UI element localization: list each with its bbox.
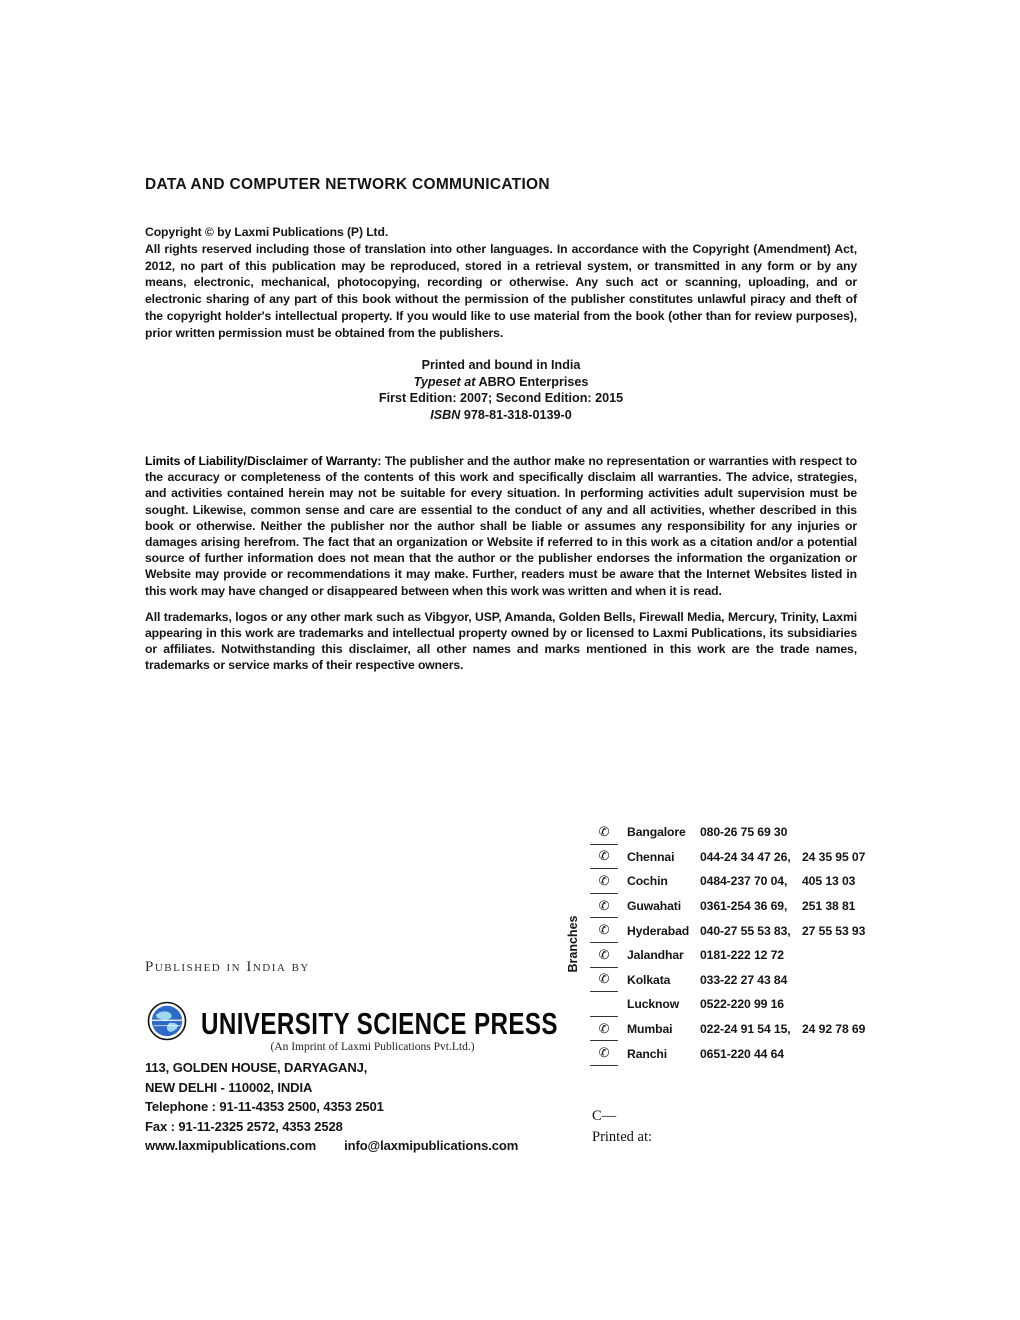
publisher-imprint: (An Imprint of Laxmi Publications Pvt.Ltd.) (270, 1041, 475, 1053)
phone-icon: ✆ (590, 918, 618, 943)
branch-phone-alt: 405 13 03 (802, 874, 856, 889)
phone-icon: ✆ (590, 1041, 618, 1066)
published-by-line: Published in India by (145, 959, 310, 975)
branch-phone-alt: 251 38 81 (802, 899, 856, 914)
telephone-line: Telephone : 91-11-4353 2500, 4353 2501 (145, 1099, 384, 1115)
branch-city: Jalandhar (627, 948, 684, 963)
branch-phone: 040-27 55 53 83, (700, 923, 791, 938)
isbn-number: 978-81-318-0139-0 (460, 407, 572, 422)
address-line-2: NEW DELHI - 110002, INDIA (145, 1079, 313, 1095)
branch-city: Guwahati (627, 899, 682, 914)
branch-phone: 080-26 75 69 30 (700, 825, 788, 840)
globe-logo-icon (147, 1001, 187, 1046)
fax-line: Fax : 91-11-2325 2572, 4353 2528 (145, 1118, 343, 1134)
copyright-line: Copyright © by Laxmi Publications (P) Ltd. (145, 225, 389, 239)
branch-city: Chennai (627, 849, 675, 864)
typeset-line (145, 374, 857, 391)
branch-city: Cochin (627, 874, 668, 889)
printed-at-label: Printed at: (592, 1129, 653, 1145)
branch-row (590, 968, 865, 993)
branch-row (590, 845, 865, 870)
phone-icon: ✆ (590, 894, 618, 919)
branch-phone: 0484-237 70 04, (700, 874, 788, 889)
contact-line (145, 1136, 518, 1156)
branch-phone-alt: 24 92 78 69 (802, 1022, 866, 1037)
branch-city: Ranchi (627, 1046, 668, 1061)
branch-city: Kolkata (627, 972, 671, 987)
typeset-at-label: Typeset at (413, 374, 476, 389)
branch-city: Lucknow (627, 997, 680, 1012)
copyright-body: All rights reserved including those of translation into other languages. In accordance with the Copyright (Amendment) Act, 2012, no part of this publication may be reproduced, stored in a retrieval system, or transmitted in any form or by any means, electronic, mechanical, photocopying, recording or otherwise. Any such act or scanning, uploading, and or electronic sharing of any part of this book without the permission of the publisher constitutes unlawful piracy and theft of the copyright holder's intellectual property. If you would like to use material from the book (other than for review purposes), prior written permission must be obtained from the publishers. (145, 241, 857, 340)
phone-icon: ✆ (590, 845, 618, 870)
branch-row (590, 918, 865, 943)
branch-city: Bangalore (627, 825, 686, 840)
branch-phone: 0651-220 44 64 (700, 1046, 784, 1061)
branch-row (590, 820, 865, 845)
isbn-label: ISBN (430, 407, 461, 422)
publisher-name: UNIVERSITY SCIENCE PRESS (201, 1005, 558, 1041)
printed-in-india-line: Printed and bound in India (421, 358, 581, 372)
trademark-notice: All trademarks, logos or any other mark such as Vibgyor, USP, Amanda, Golden Bells, Firewall Media, Mercury, Trinity, Laxmi appearing in this work are trademarks and intellectual property owned by or licensed to Laxmi Publications, its subsidiaries or affiliates. Notwithstanding this disclaimer, all other names and marks mentioned in this work are the trade names, trademarks or service marks of their respective owners. (145, 609, 857, 673)
branch-phone: 0181-222 12 72 (700, 948, 784, 963)
disclaimer-paragraph (145, 453, 857, 599)
disclaimer-body: The publisher and the author make no representation or warranties with respect to the accuracy or completeness of the contents of this work and specifically disclaim all warranties. The advice, strategies, and activities contained herein may not be suitable for every situation. In performing activities adult supervision must be sought. Likewise, common sense and care are essential to the conduct of any and all activities, whether described in this book or otherwise. Neither the publisher nor the author shall be liable or assumes any responsibility for any injuries or damages arising herefrom. The fact that an organization or Website if referred to in this work as a citation and/or a potential source of further information does not mean that the author or the publisher endorses the information the organization or Website may provide or recommendations it may make. Further, readers must be aware that the Internet Websites listed in this work may have changed or disappeared between when this work was written and when it is read. (145, 454, 857, 598)
website-text: www.laxmipublications.com (145, 1138, 317, 1154)
publisher-address (145, 1058, 518, 1156)
branch-row (590, 869, 865, 894)
phone-icon: ✆ (590, 968, 618, 993)
printer-note (592, 1106, 652, 1148)
edition-line: First Edition: 2007; Second Edition: 2015 (378, 391, 624, 406)
copyright-notice (145, 224, 857, 342)
branch-row (590, 894, 865, 919)
printer-code: C— (592, 1108, 617, 1124)
publisher-logo-row (147, 1001, 659, 1046)
isbn-line (145, 407, 857, 424)
liability-disclaimer (145, 453, 857, 674)
branch-row (590, 943, 865, 968)
page-title: DATA AND COMPUTER NETWORK COMMUNICATION (145, 176, 550, 193)
branch-phone: 022-24 91 54 15, (700, 1022, 791, 1037)
branch-phone: 044-24 34 47 26, (700, 849, 791, 864)
phone-icon: ✆ (590, 943, 618, 968)
branch-phone: 0361-254 36 69, (700, 899, 788, 914)
address-line-1: 113, GOLDEN HOUSE, DARYAGANJ, (145, 1060, 368, 1075)
email-text: info@laxmipublications.com (344, 1138, 519, 1154)
phone-icon: ✆ (590, 1017, 618, 1042)
branch-phone-alt: 27 55 53 93 (802, 923, 866, 938)
disclaimer-heading: Limits of Liability/Disclaimer of Warranty: (145, 454, 382, 468)
branch-phone: 033-22 27 43 84 (700, 972, 788, 987)
branch-phone-alt: 24 35 95 07 (802, 849, 866, 864)
phone-icon: ✆ (590, 820, 618, 845)
branches-label: Branches (566, 915, 580, 973)
branch-city: Hyderabad (627, 923, 690, 938)
branch-city: Mumbai (627, 1022, 673, 1037)
phone-icon: ✆ (590, 869, 618, 894)
edition-info (145, 357, 857, 423)
typeset-company: ABRO Enterprises (475, 374, 589, 389)
branch-phone: 0522-220 99 16 (700, 997, 784, 1012)
